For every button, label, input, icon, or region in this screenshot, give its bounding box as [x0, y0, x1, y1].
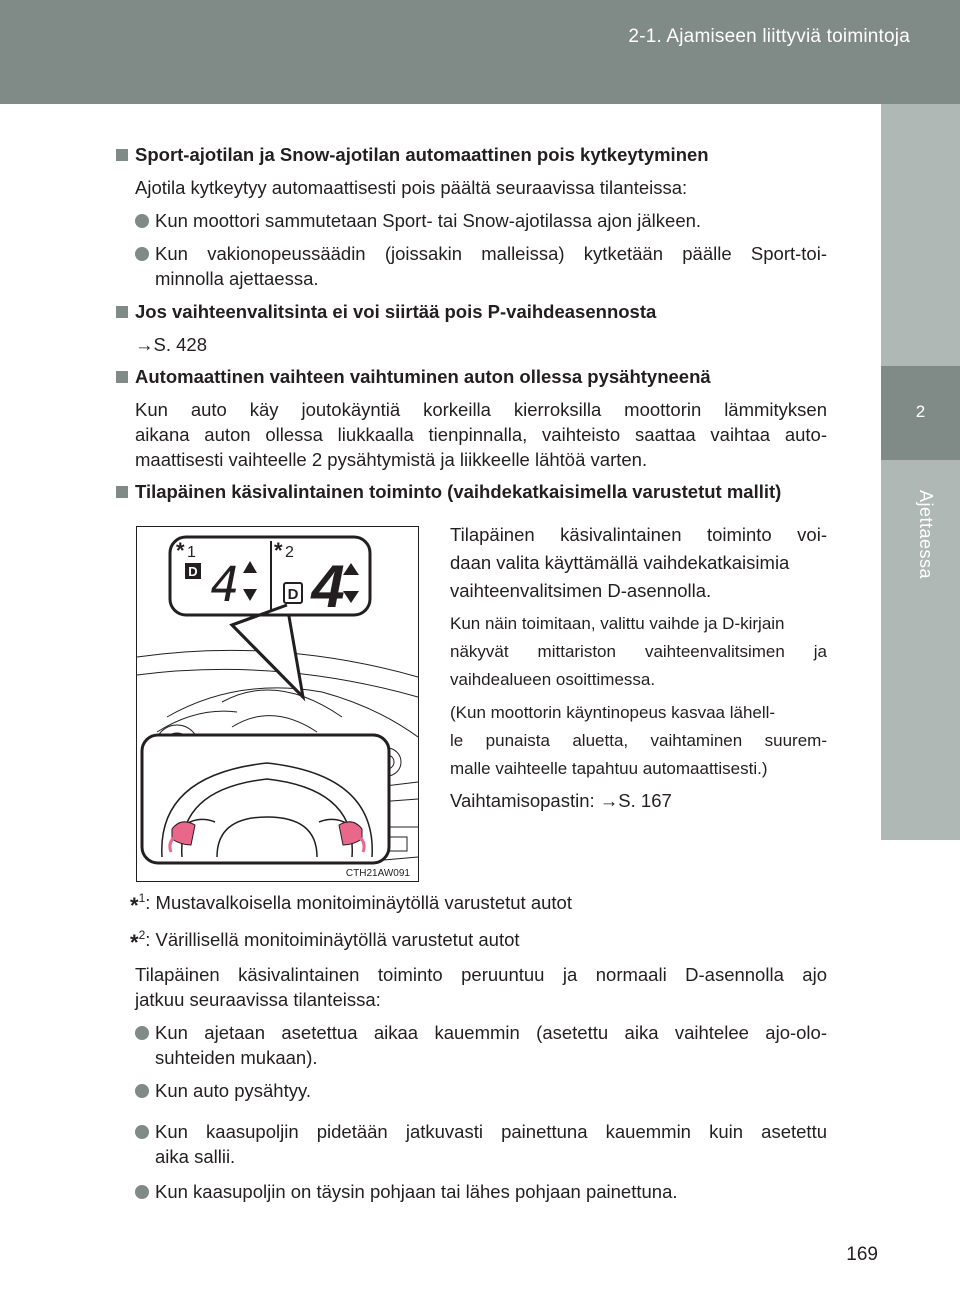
star2-number: 2	[285, 544, 294, 561]
right-paddle-shifter	[339, 822, 362, 845]
d-letter-mono: D	[188, 564, 198, 579]
paragraph-line: vaihdealueen osoittimessa.	[450, 670, 656, 689]
steering-paddle-illustration	[136, 526, 419, 882]
figure-code: CTH21AW091	[345, 868, 410, 879]
chapter-label-tab	[881, 460, 960, 710]
footnote-1: *$^1$: Mustavalkoisella monitoiminäytöllä varustetut autot	[130, 891, 572, 918]
paragraph-line: vaihteenvalitsimen D-asennolla.	[450, 580, 712, 601]
bullet-item: Kun vakionopeussäädin (joissakin malleissa) kytketään päälle Sport-toi-	[135, 239, 827, 268]
bullet-item: Kun kaasupoljin on täysin pohjaan tai lähes pohjaan painettuna.	[135, 1177, 678, 1206]
gear-number-mono: 4	[210, 557, 240, 613]
paragraph-line: näkyvät mittariston vaihteenvalitsimen ja	[450, 642, 827, 661]
footnote-2: *$^2$: Värillisellä monitoiminäytöllä varustetut autot	[130, 928, 520, 955]
side-tab-bottom	[881, 710, 960, 840]
d-letter-color: D	[287, 586, 299, 603]
side-tab-top	[881, 104, 960, 366]
star2-mark: *	[274, 538, 283, 563]
bullet-icon	[135, 214, 149, 228]
section-heading-auto-shift: Automaattinen vaihteen vaihtuminen auton ollessa pysähtyneenä	[116, 362, 711, 391]
section-heading-sport: Sport-ajotilan ja Snow-ajotilan automaattinen pois kytkeytyminen	[116, 140, 709, 169]
star1-mark: *	[176, 538, 185, 563]
bullet-continuation: minnolla ajettaessa.	[155, 268, 319, 289]
paragraph-line: Kun näin toimitaan, valittu vaihde ja D-kirjain	[450, 614, 785, 633]
chapter-label: Ajettaessa	[916, 490, 936, 580]
star1-number: 1	[187, 544, 196, 561]
page-number: 169	[846, 1244, 878, 1265]
page-reference: →S. 428	[135, 334, 207, 355]
bullet-icon	[135, 247, 149, 261]
paragraph-line: aikana auton ollessa liukkaalla tienpinnalla, vaihteisto saattaa vaihtaa auto-	[135, 424, 827, 445]
paragraph-line: Tilapäinen käsivalintainen toiminto peruuntuu ja normaali D-asennolla ajo	[135, 964, 827, 985]
paragraph-line: daan valita käyttämällä vaihdekatkaisimia	[450, 552, 790, 573]
bullet-icon	[135, 1125, 149, 1139]
bullet-icon	[135, 1185, 149, 1199]
gear-number-color: 4	[311, 553, 345, 620]
paragraph-line: jatkuu seuraavissa tilanteissa:	[135, 989, 381, 1010]
bullet-item: Kun ajetaan asetettua aikaa kauemmin (asetettu aika vaihtelee ajo-olo-	[135, 1018, 827, 1047]
bullet-item: Kun auto pysähtyy.	[135, 1076, 311, 1105]
paragraph-line: maattisesti vaihteelle 2 pysähtymistä ja liikkeelle lähtöä varten.	[135, 449, 648, 470]
paragraph-line: (Kun moottorin käyntinopeus kasvaa lähell-	[450, 703, 776, 722]
section-title: 2-1. Ajamiseen liittyviä toimintoja	[628, 26, 910, 47]
illustration-svg	[137, 527, 418, 881]
bullet-item: Kun moottori sammutetaan Sport- tai Snow-ajotilassa ajon jälkeen.	[135, 206, 701, 235]
chapter-number: 2	[915, 402, 926, 421]
heading-square-icon	[116, 486, 128, 498]
heading-square-icon	[116, 306, 128, 318]
bullet-item: Kun kaasupoljin pidetään jatkuvasti painettuna kauemmin kuin asetettu	[135, 1117, 827, 1146]
heading-square-icon	[116, 371, 128, 383]
paragraph-line: malle vaihteelle tapahtuu automaattisesti.)	[450, 759, 768, 778]
bullet-icon	[135, 1026, 149, 1040]
page-header	[0, 0, 960, 104]
paragraph-line: le punaista aluetta, vaihtaminen suurem-	[450, 731, 827, 750]
chapter-tab	[881, 366, 960, 460]
paragraph: Ajotila kytkeytyy automaattisesti pois päältä seuraavissa tilanteissa:	[135, 177, 688, 198]
callout-pointer	[232, 605, 303, 697]
section-heading-manual-mode: Tilapäinen käsivalintainen toiminto (vaihdekatkaisimella varustetut mallit)	[116, 477, 781, 506]
heading-square-icon	[116, 149, 128, 161]
left-paddle-shifter	[172, 822, 195, 845]
section-heading-p-gear: Jos vaihteenvalitsinta ei voi siirtää pois P-vaihdeasennosta	[116, 297, 656, 326]
page-reference: Vaihtamisopastin: →S. 167	[450, 790, 672, 811]
bullet-icon	[135, 1084, 149, 1098]
bullet-continuation: aika sallii.	[155, 1146, 236, 1167]
paragraph-line: Kun auto käy joutokäyntiä korkeilla kierroksilla moottorin lämmityksen	[135, 399, 827, 420]
bullet-continuation: suhteiden mukaan).	[155, 1047, 318, 1068]
paragraph-line: Tilapäinen käsivalintainen toiminto voi-	[450, 524, 827, 545]
